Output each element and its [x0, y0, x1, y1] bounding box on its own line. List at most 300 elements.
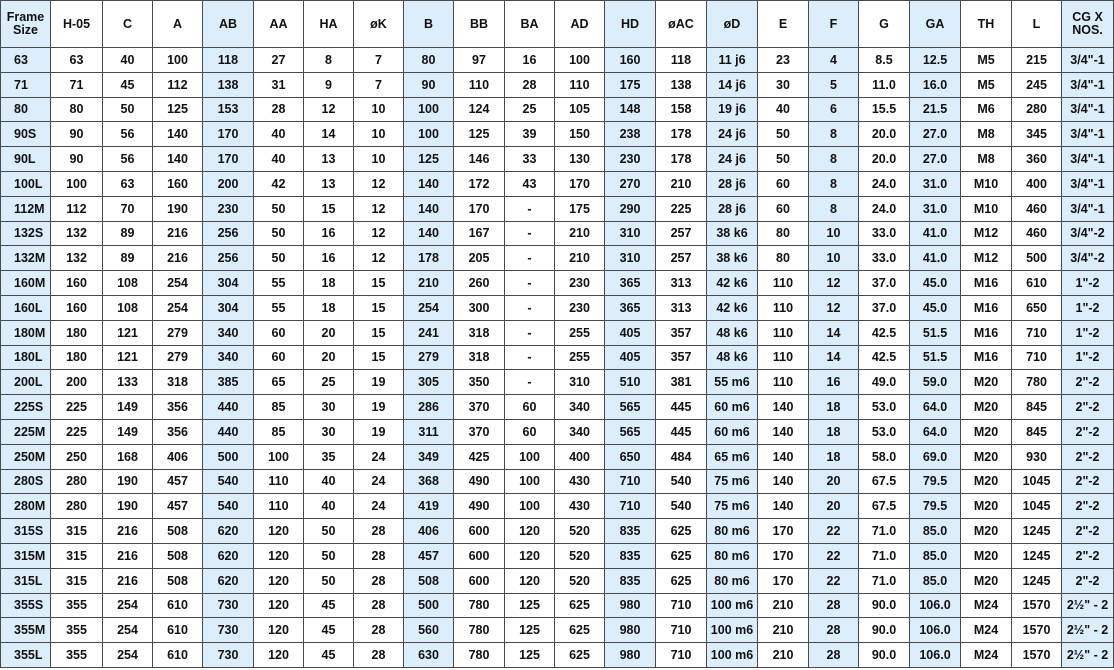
table-cell: 2"-2 — [1062, 519, 1114, 544]
table-cell: 200 — [203, 171, 254, 196]
table-cell: 40 — [758, 97, 809, 122]
table-cell: 45.0 — [910, 295, 961, 320]
table-cell: 2"-2 — [1062, 568, 1114, 593]
table-cell: 85 — [254, 419, 304, 444]
column-header: C — [103, 1, 153, 48]
table-cell: - — [505, 221, 555, 246]
table-cell: 79.5 — [910, 494, 961, 519]
table-cell: 2"-2 — [1062, 494, 1114, 519]
table-cell: 65 — [254, 370, 304, 395]
table-cell: 120 — [254, 568, 304, 593]
table-cell: 625 — [555, 593, 605, 618]
table-cell: 254 — [103, 593, 153, 618]
table-cell: 13 — [304, 147, 354, 172]
table-cell: 1570 — [1012, 593, 1062, 618]
table-cell: 500 — [404, 593, 454, 618]
table-cell: 16 — [304, 246, 354, 271]
table-row — [1, 444, 1114, 469]
table-cell: 65 m6 — [707, 444, 758, 469]
table-cell: 190 — [153, 196, 203, 221]
table-cell: 110 — [758, 271, 809, 296]
table-cell: 318 — [454, 345, 505, 370]
table-cell: 260 — [454, 271, 505, 296]
table-cell: 20.0 — [859, 147, 910, 172]
frame-size-cell: 355S — [1, 593, 51, 618]
table-cell: 7 — [354, 48, 404, 73]
table-cell: 355 — [51, 643, 103, 668]
table-row — [1, 122, 1114, 147]
table-cell: 2½" - 2 — [1062, 643, 1114, 668]
table-cell: 27.0 — [910, 147, 961, 172]
table-cell: 48 k6 — [707, 345, 758, 370]
table-cell: - — [505, 196, 555, 221]
table-cell: 25 — [304, 370, 354, 395]
table-cell: 80 m6 — [707, 543, 758, 568]
table-cell: 6 — [809, 97, 859, 122]
table-cell: 225 — [51, 395, 103, 420]
table-cell: 140 — [758, 469, 809, 494]
table-cell: 168 — [103, 444, 153, 469]
table-cell: 257 — [656, 221, 707, 246]
table-cell: 210 — [656, 171, 707, 196]
table-cell: 845 — [1012, 419, 1062, 444]
table-cell: 85.0 — [910, 568, 961, 593]
table-cell: 520 — [555, 568, 605, 593]
table-cell: 7 — [354, 72, 404, 97]
table-cell: 118 — [203, 48, 254, 73]
table-cell: 125 — [404, 147, 454, 172]
table-cell: 71 — [51, 72, 103, 97]
table-cell: M5 — [961, 48, 1012, 73]
table-cell: 625 — [555, 643, 605, 668]
table-row — [1, 543, 1114, 568]
frame-size-cell: 280M — [1, 494, 51, 519]
table-cell: 254 — [103, 643, 153, 668]
table-cell: 100 — [505, 469, 555, 494]
table-cell: 45 — [304, 643, 354, 668]
table-cell: 340 — [203, 320, 254, 345]
table-cell: 90.0 — [859, 618, 910, 643]
table-cell: 500 — [1012, 246, 1062, 271]
table-cell: 16.0 — [910, 72, 961, 97]
table-cell: 170 — [203, 122, 254, 147]
table-cell: 254 — [153, 295, 203, 320]
table-cell: 175 — [605, 72, 656, 97]
table-cell: 37.0 — [859, 295, 910, 320]
table-cell: 311 — [404, 419, 454, 444]
table-cell: 216 — [103, 568, 153, 593]
table-cell: 132 — [51, 246, 103, 271]
table-cell: 345 — [1012, 122, 1062, 147]
table-cell: 305 — [404, 370, 454, 395]
table-cell: 121 — [103, 320, 153, 345]
table-cell: 14 — [809, 345, 859, 370]
table-cell: 28 j6 — [707, 171, 758, 196]
table-cell: - — [505, 345, 555, 370]
table-cell: M5 — [961, 72, 1012, 97]
table-cell: 286 — [404, 395, 454, 420]
table-cell: 15 — [354, 345, 404, 370]
table-cell: 440 — [203, 395, 254, 420]
column-header: AA — [254, 1, 304, 48]
table-cell: 49.0 — [859, 370, 910, 395]
table-cell: 58.0 — [859, 444, 910, 469]
table-cell: 4 — [809, 48, 859, 73]
table-cell: 24 — [354, 444, 404, 469]
table-cell: 425 — [454, 444, 505, 469]
table-cell: 730 — [203, 618, 254, 643]
table-cell: 24 — [354, 494, 404, 519]
table-cell: 8.5 — [859, 48, 910, 73]
table-cell: 89 — [103, 221, 153, 246]
table-cell: 440 — [203, 419, 254, 444]
table-cell: M10 — [961, 171, 1012, 196]
table-cell: 30 — [304, 419, 354, 444]
table-cell: 310 — [555, 370, 605, 395]
table-cell: 540 — [656, 469, 707, 494]
table-cell: 140 — [153, 122, 203, 147]
frame-size-cell: 315S — [1, 519, 51, 544]
table-cell: 3/4"-1 — [1062, 147, 1114, 172]
table-cell: 90 — [404, 72, 454, 97]
table-cell: - — [505, 295, 555, 320]
table-cell: 400 — [1012, 171, 1062, 196]
table-cell: 40 — [304, 494, 354, 519]
table-cell: 210 — [758, 618, 809, 643]
column-header: B — [404, 1, 454, 48]
table-cell: 19 — [354, 395, 404, 420]
table-cell: 64.0 — [910, 395, 961, 420]
table-cell: 460 — [1012, 196, 1062, 221]
table-cell: 160 — [153, 171, 203, 196]
frame-size-cell: 80 — [1, 97, 51, 122]
table-cell: 835 — [605, 543, 656, 568]
table-cell: 55 — [254, 295, 304, 320]
table-cell: 610 — [1012, 271, 1062, 296]
table-cell: 48 k6 — [707, 320, 758, 345]
table-cell: 40 — [254, 122, 304, 147]
table-cell: 120 — [254, 519, 304, 544]
table-cell: 120 — [254, 543, 304, 568]
table-row — [1, 72, 1114, 97]
table-cell: 835 — [605, 568, 656, 593]
frame-size-cell: 355L — [1, 643, 51, 668]
table-cell: 108 — [103, 295, 153, 320]
table-cell: 160 — [51, 271, 103, 296]
frame-size-cell: 280S — [1, 469, 51, 494]
table-cell: 108 — [103, 271, 153, 296]
table-cell: 780 — [1012, 370, 1062, 395]
table-cell: 45 — [103, 72, 153, 97]
table-cell: 340 — [203, 345, 254, 370]
table-cell: 124 — [454, 97, 505, 122]
table-cell: 405 — [605, 345, 656, 370]
table-cell: 508 — [404, 568, 454, 593]
table-cell: 60 — [254, 345, 304, 370]
table-cell: 620 — [203, 519, 254, 544]
table-row — [1, 221, 1114, 246]
table-cell: 406 — [153, 444, 203, 469]
table-cell: 110 — [454, 72, 505, 97]
table-cell: 254 — [404, 295, 454, 320]
table-cell: 780 — [454, 643, 505, 668]
table-cell: 3/4"-1 — [1062, 122, 1114, 147]
table-cell: 42 k6 — [707, 271, 758, 296]
table-cell: 254 — [153, 271, 203, 296]
table-cell: 63 — [103, 171, 153, 196]
table-cell: 53.0 — [859, 395, 910, 420]
table-cell: 2"-2 — [1062, 370, 1114, 395]
table-cell: M20 — [961, 494, 1012, 519]
table-row — [1, 370, 1114, 395]
table-cell: 216 — [103, 543, 153, 568]
table-cell: 710 — [656, 618, 707, 643]
table-cell: 100 m6 — [707, 643, 758, 668]
column-header: H-05 — [51, 1, 103, 48]
table-cell: 349 — [404, 444, 454, 469]
table-cell: 170 — [203, 147, 254, 172]
table-cell: 508 — [153, 568, 203, 593]
table-cell: 8 — [809, 196, 859, 221]
table-cell: 8 — [809, 147, 859, 172]
table-cell: M24 — [961, 618, 1012, 643]
table-cell: 90.0 — [859, 643, 910, 668]
table-cell: 600 — [454, 519, 505, 544]
table-cell: 100 — [505, 444, 555, 469]
table-cell: 100 — [153, 48, 203, 73]
table-row — [1, 246, 1114, 271]
table-cell: 167 — [454, 221, 505, 246]
table-row — [1, 593, 1114, 618]
table-cell: 19 — [354, 370, 404, 395]
table-cell: 140 — [404, 171, 454, 196]
table-cell: 75 m6 — [707, 469, 758, 494]
table-cell: 257 — [656, 246, 707, 271]
table-cell: 50 — [254, 221, 304, 246]
table-cell: 28 — [809, 643, 859, 668]
table-cell: 50 — [103, 97, 153, 122]
table-cell: 730 — [203, 643, 254, 668]
table-cell: 100 — [505, 494, 555, 519]
table-cell: 100 — [404, 97, 454, 122]
table-cell: 70 — [103, 196, 153, 221]
table-cell: 50 — [304, 568, 354, 593]
table-cell: 60 m6 — [707, 419, 758, 444]
table-cell: 630 — [404, 643, 454, 668]
table-cell: 315 — [51, 568, 103, 593]
table-cell: 540 — [203, 469, 254, 494]
table-cell: M20 — [961, 395, 1012, 420]
table-cell: 125 — [505, 618, 555, 643]
table-cell: 540 — [203, 494, 254, 519]
table-row — [1, 48, 1114, 73]
table-cell: 457 — [153, 494, 203, 519]
table-cell: 132 — [51, 221, 103, 246]
table-cell: 625 — [656, 568, 707, 593]
table-cell: 980 — [605, 593, 656, 618]
table-cell: 304 — [203, 271, 254, 296]
table-cell: 75 m6 — [707, 494, 758, 519]
table-cell: 118 — [656, 48, 707, 73]
table-cell: 313 — [656, 295, 707, 320]
table-cell: 28 — [809, 618, 859, 643]
column-header: AB — [203, 1, 254, 48]
table-cell: 140 — [758, 419, 809, 444]
table-cell: M24 — [961, 643, 1012, 668]
table-cell: - — [505, 370, 555, 395]
table-cell: 71.0 — [859, 543, 910, 568]
frame-size-cell: 132S — [1, 221, 51, 246]
table-row — [1, 419, 1114, 444]
table-cell: 16 — [304, 221, 354, 246]
table-cell: M16 — [961, 345, 1012, 370]
table-cell: 110 — [758, 320, 809, 345]
table-cell: 318 — [153, 370, 203, 395]
table-cell: 170 — [758, 568, 809, 593]
table-cell: 430 — [555, 469, 605, 494]
table-cell: 520 — [555, 519, 605, 544]
table-cell: 110 — [254, 469, 304, 494]
table-cell: 60 m6 — [707, 395, 758, 420]
table-cell: 56 — [103, 122, 153, 147]
table-cell: 1045 — [1012, 494, 1062, 519]
table-cell: 153 — [203, 97, 254, 122]
column-header: E — [758, 1, 809, 48]
table-cell: 140 — [404, 221, 454, 246]
table-cell: 24 j6 — [707, 147, 758, 172]
table-cell: 146 — [454, 147, 505, 172]
table-cell: 355 — [51, 618, 103, 643]
table-cell: 356 — [153, 419, 203, 444]
table-cell: 28 — [505, 72, 555, 97]
table-row — [1, 568, 1114, 593]
table-cell: 710 — [656, 593, 707, 618]
table-cell: 2½" - 2 — [1062, 618, 1114, 643]
table-cell: 1245 — [1012, 568, 1062, 593]
table-row — [1, 320, 1114, 345]
table-cell: 730 — [203, 593, 254, 618]
table-cell: 22 — [809, 568, 859, 593]
table-cell: 310 — [605, 221, 656, 246]
table-cell: 457 — [153, 469, 203, 494]
table-cell: 15 — [354, 271, 404, 296]
table-cell: 160 — [51, 295, 103, 320]
table-cell: 1"-2 — [1062, 320, 1114, 345]
table-cell: M16 — [961, 295, 1012, 320]
table-cell: 63 — [51, 48, 103, 73]
table-cell: 170 — [758, 543, 809, 568]
table-cell: 1"-2 — [1062, 345, 1114, 370]
table-cell: 125 — [153, 97, 203, 122]
table-cell: 15 — [354, 295, 404, 320]
table-cell: 780 — [454, 593, 505, 618]
table-cell: 60 — [758, 171, 809, 196]
frame-size-cell: 71 — [1, 72, 51, 97]
table-cell: 610 — [153, 593, 203, 618]
table-cell: 67.5 — [859, 494, 910, 519]
table-cell: 1"-2 — [1062, 271, 1114, 296]
column-header: BA — [505, 1, 555, 48]
table-cell: 610 — [153, 643, 203, 668]
table-cell: M24 — [961, 593, 1012, 618]
table-cell: 508 — [153, 543, 203, 568]
table-row — [1, 643, 1114, 668]
frame-size-cell: 90L — [1, 147, 51, 172]
table-cell: 313 — [656, 271, 707, 296]
table-cell: 280 — [51, 494, 103, 519]
table-cell: 230 — [605, 147, 656, 172]
frame-size-cell: 90S — [1, 122, 51, 147]
table-cell: 256 — [203, 246, 254, 271]
table-cell: 27.0 — [910, 122, 961, 147]
table-cell: 216 — [103, 519, 153, 544]
table-cell: 112 — [153, 72, 203, 97]
table-cell: 14 — [809, 320, 859, 345]
table-cell: 270 — [605, 171, 656, 196]
table-cell: 12 — [354, 171, 404, 196]
table-cell: 40 — [254, 147, 304, 172]
table-cell: 43 — [505, 171, 555, 196]
table-cell: 80 — [758, 221, 809, 246]
table-cell: 59.0 — [910, 370, 961, 395]
table-cell: 178 — [656, 147, 707, 172]
table-cell: 3/4"-1 — [1062, 48, 1114, 73]
table-cell: 340 — [555, 419, 605, 444]
frame-size-cell: 225M — [1, 419, 51, 444]
table-cell: 710 — [656, 643, 707, 668]
table-cell: 210 — [758, 643, 809, 668]
table-cell: 445 — [656, 395, 707, 420]
table-cell: 710 — [605, 494, 656, 519]
table-cell: 650 — [605, 444, 656, 469]
table-cell: 180 — [51, 320, 103, 345]
table-cell: 175 — [555, 196, 605, 221]
column-header: øD — [707, 1, 758, 48]
table-cell: 71.0 — [859, 568, 910, 593]
table-cell: M12 — [961, 221, 1012, 246]
frame-size-cell: 63 — [1, 48, 51, 73]
table-cell: 8 — [809, 171, 859, 196]
column-header: øK — [354, 1, 404, 48]
table-cell: 35 — [304, 444, 354, 469]
table-cell: M20 — [961, 469, 1012, 494]
table-cell: 279 — [153, 345, 203, 370]
table-cell: 620 — [203, 568, 254, 593]
table-cell: 340 — [555, 395, 605, 420]
table-cell: 150 — [555, 122, 605, 147]
table-cell: - — [505, 320, 555, 345]
table-cell: 110 — [758, 295, 809, 320]
table-cell: 12 — [354, 246, 404, 271]
table-cell: 216 — [153, 221, 203, 246]
table-cell: 55 — [254, 271, 304, 296]
table-cell: 510 — [605, 370, 656, 395]
table-cell: 106.0 — [910, 643, 961, 668]
table-cell: 28 — [354, 593, 404, 618]
table-cell: 290 — [605, 196, 656, 221]
table-cell: 565 — [605, 419, 656, 444]
frame-size-cell: 315L — [1, 568, 51, 593]
table-cell: 45.0 — [910, 271, 961, 296]
table-cell: 37.0 — [859, 271, 910, 296]
table-cell: 20 — [809, 469, 859, 494]
table-cell: 20.0 — [859, 122, 910, 147]
table-cell: 350 — [454, 370, 505, 395]
table-cell: 241 — [404, 320, 454, 345]
table-cell: 370 — [454, 419, 505, 444]
frame-size-cell: 200L — [1, 370, 51, 395]
table-cell: 16 — [809, 370, 859, 395]
